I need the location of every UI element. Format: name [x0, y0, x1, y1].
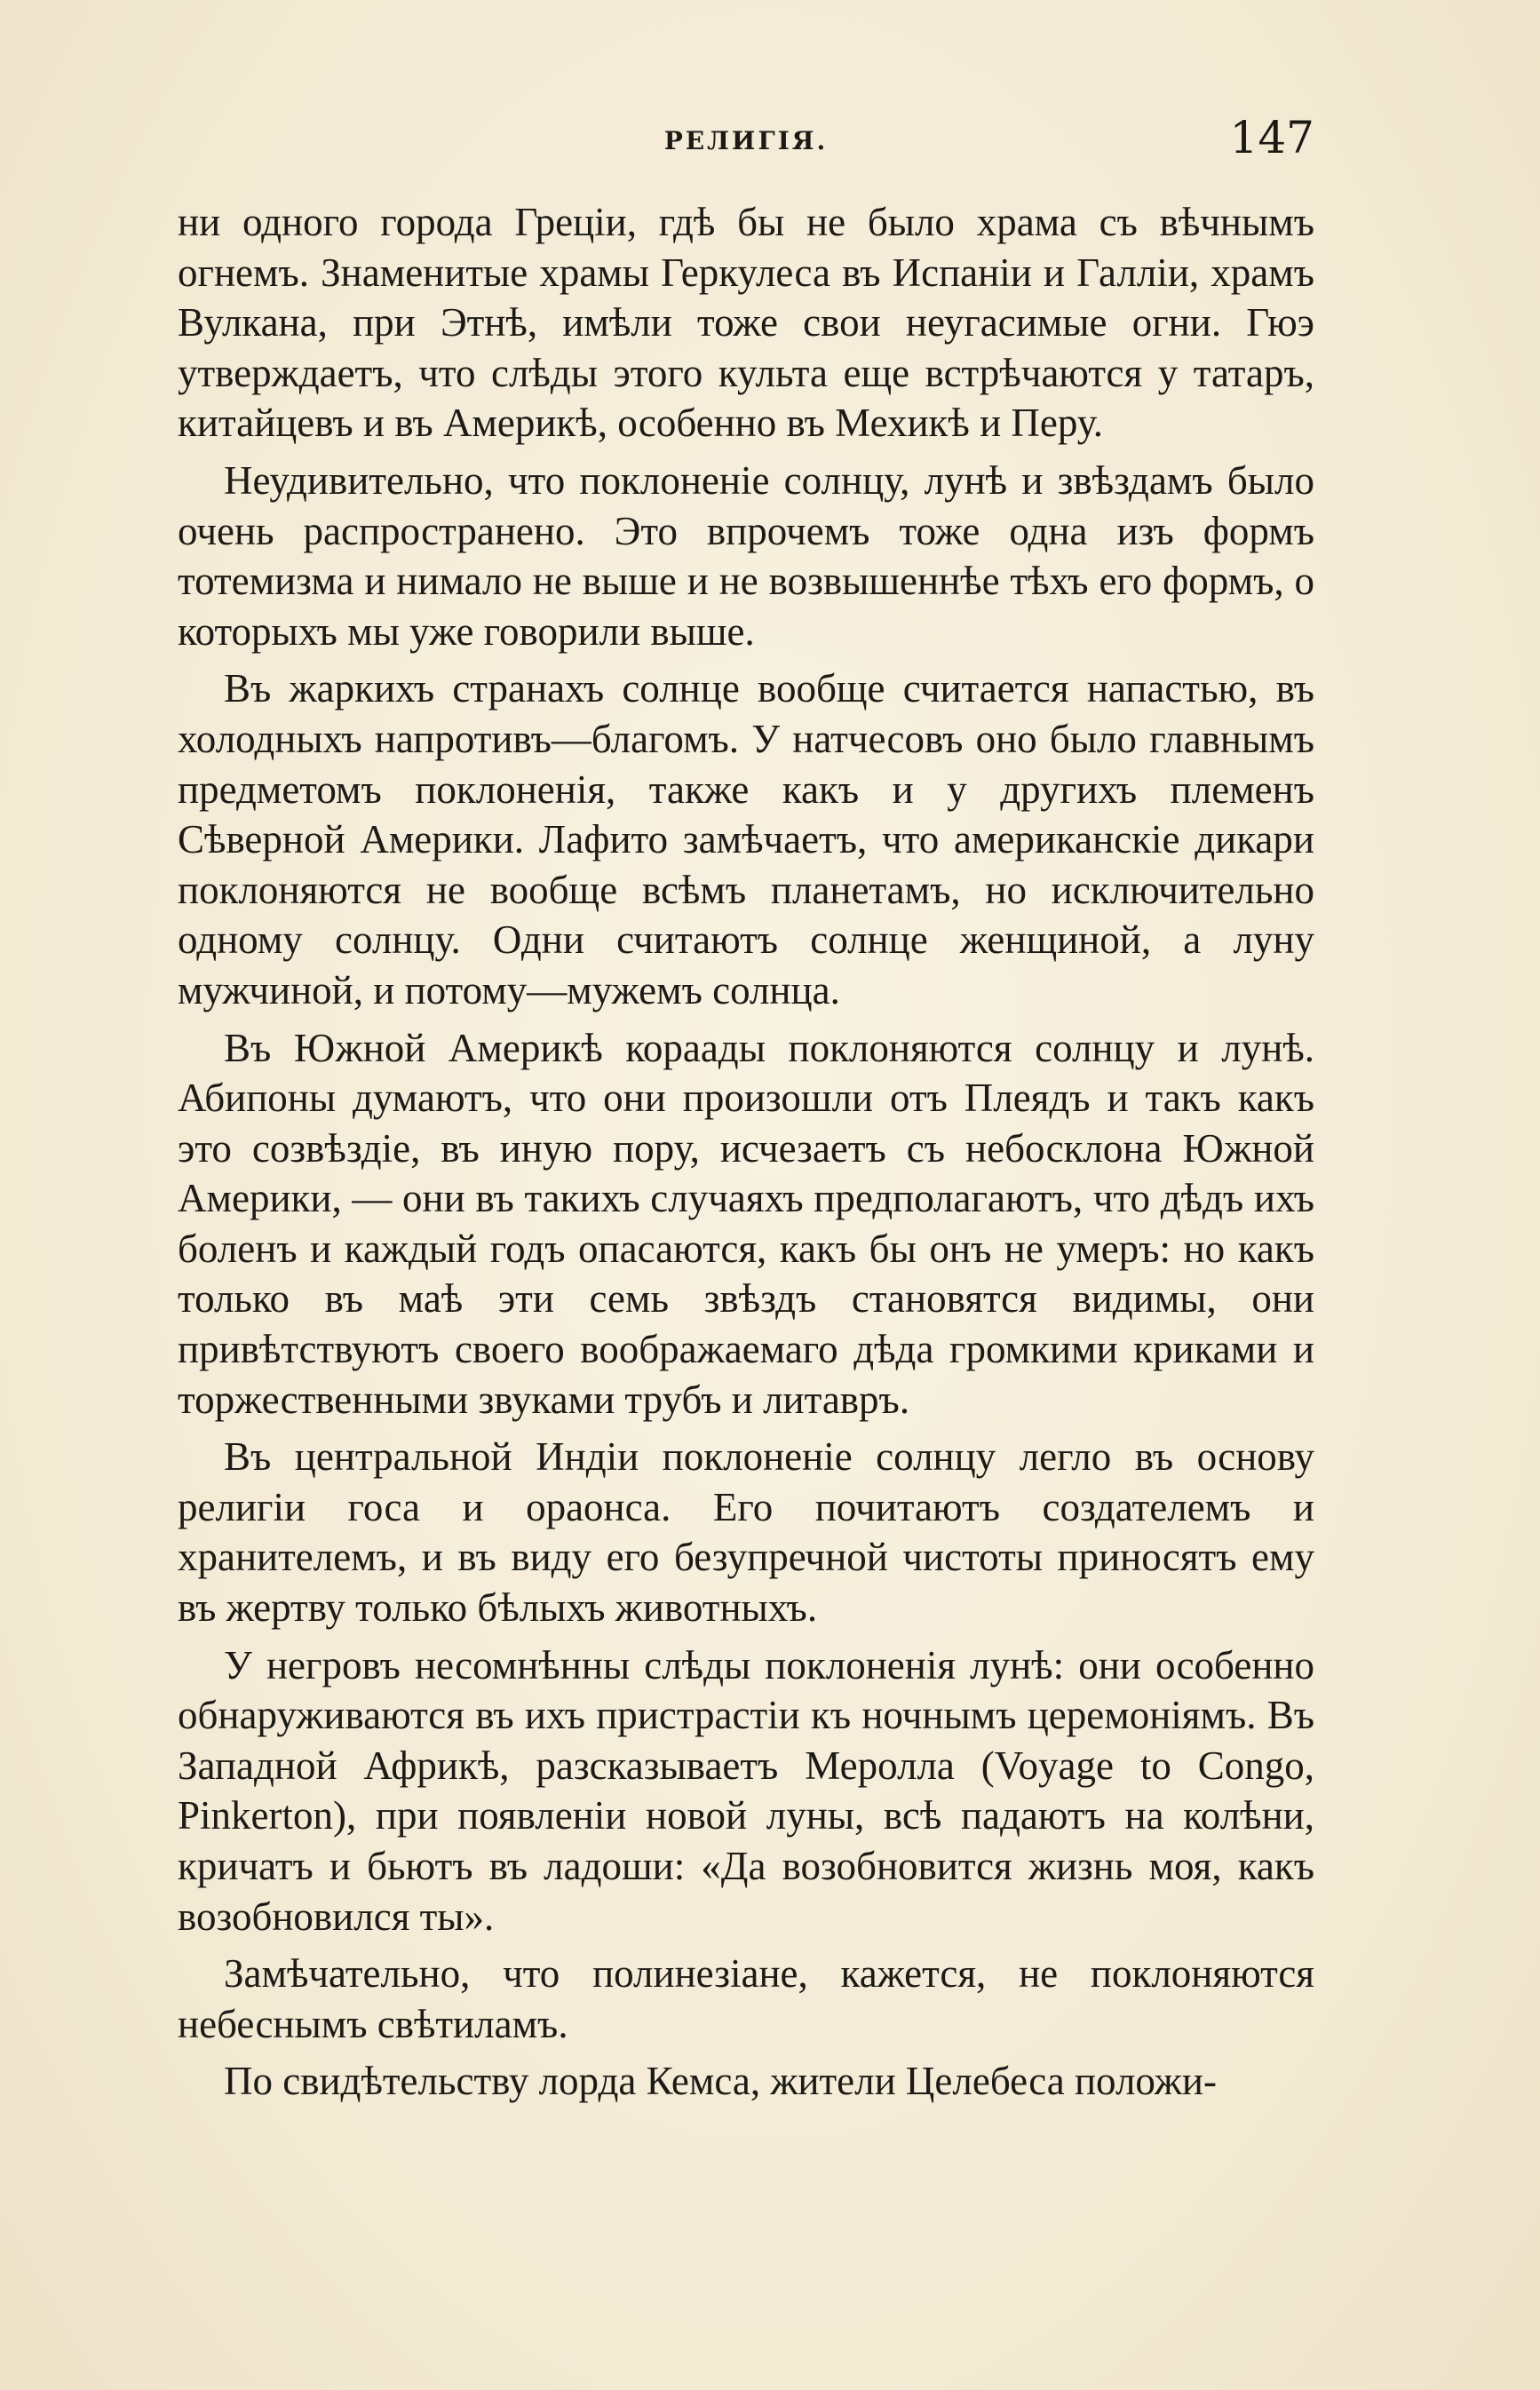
- body-text: [178, 197, 1314, 2114]
- running-title: РЕЛИГІЯ.: [663, 126, 829, 155]
- paragraph: ни одного города Греціи, гдѣ бы не было храма съ вѣчнымъ огнемъ. Знаменитые храмы Геркулеса въ Испаніи и Галліи, храмъ Вулкана, при Этнѣ, имѣли тоже свои неугасимые огни. Гюэ утверждаетъ, что слѣды этого культа еще встрѣчаются у татаръ, китайцевъ и въ Америкѣ, особенно въ Мехикѣ и Перу.: [178, 200, 1314, 446]
- paragraph: У негровъ несомнѣнны слѣды поклоненія лунѣ: они особенно обнаруживаются въ ихъ пристрастіи къ ночнымъ церемоніямъ. Въ Западной Африкѣ, разсказываетъ Меролла (Voyage to Congo, Pinkerton), при появленіи новой луны, всѣ падаютъ на колѣни, кричатъ и бьютъ въ ладоши: «Да возобновится жизнь моя, какъ возобновился ты».: [178, 1642, 1314, 1939]
- paragraph: По свидѣтельству лорда Кемса, жители Целебеса положи-: [224, 2059, 1217, 2104]
- paragraph: Замѣчательно, что полинезіане, кажется, не поклоняются небеснымъ свѣтиламъ.: [178, 1951, 1314, 2046]
- paragraph: Неудивительно, что поклоненіе солнцу, лунѣ и звѣздамъ было очень распространено. Это впрочемъ тоже одна изъ формъ тотемизма и нимало не выше и не возвышеннѣе тѣхъ его формъ, о которыхъ мы уже говорили выше.: [178, 457, 1314, 654]
- running-header: [178, 107, 1314, 169]
- paragraph: Въ жаркихъ странахъ солнце вообще считается напастью, въ холодныхъ напротивъ—благомъ. У натчесовъ оно было главнымъ предметомъ поклоненія, также какъ и у другихъ племенъ Сѣверной Америки. Лафито замѣчаетъ, что американскіе дикари поклоняются не вообще всѣмъ планетамъ, но исключительно одному солнцу. Одни считаютъ солнце женщиной, а луну мужчиной, и потому—мужемъ солнца.: [178, 666, 1314, 1012]
- paragraph: Въ центральной Индіи поклоненіе солнцу легло въ основу религіи госа и ораонса. Его почитаютъ создателемъ и хранителемъ, и въ виду его безупречной чистоты приносятъ ему въ жертву только бѣлыхъ животныхъ.: [178, 1434, 1314, 1631]
- page-number: 147: [1229, 112, 1314, 163]
- paragraph: Въ Южной Америкѣ кораады поклоняются солнцу и лунѣ. Абипоны думаютъ, что они произошли отъ Плеядъ и такъ какъ это созвѣздіе, въ иную пору, исчезаетъ съ небосклона Южной Америки, — они въ такихъ случаяхъ предполагаютъ, что дѣдъ ихъ боленъ и каждый годъ опасаются, какъ бы онъ не умеръ: но какъ только въ маѣ эти семь звѣздъ становятся видимы, они привѣтствуютъ своего воображаемаго дѣда громкими криками и торжественными звуками трубъ и литавръ.: [178, 1025, 1314, 1422]
